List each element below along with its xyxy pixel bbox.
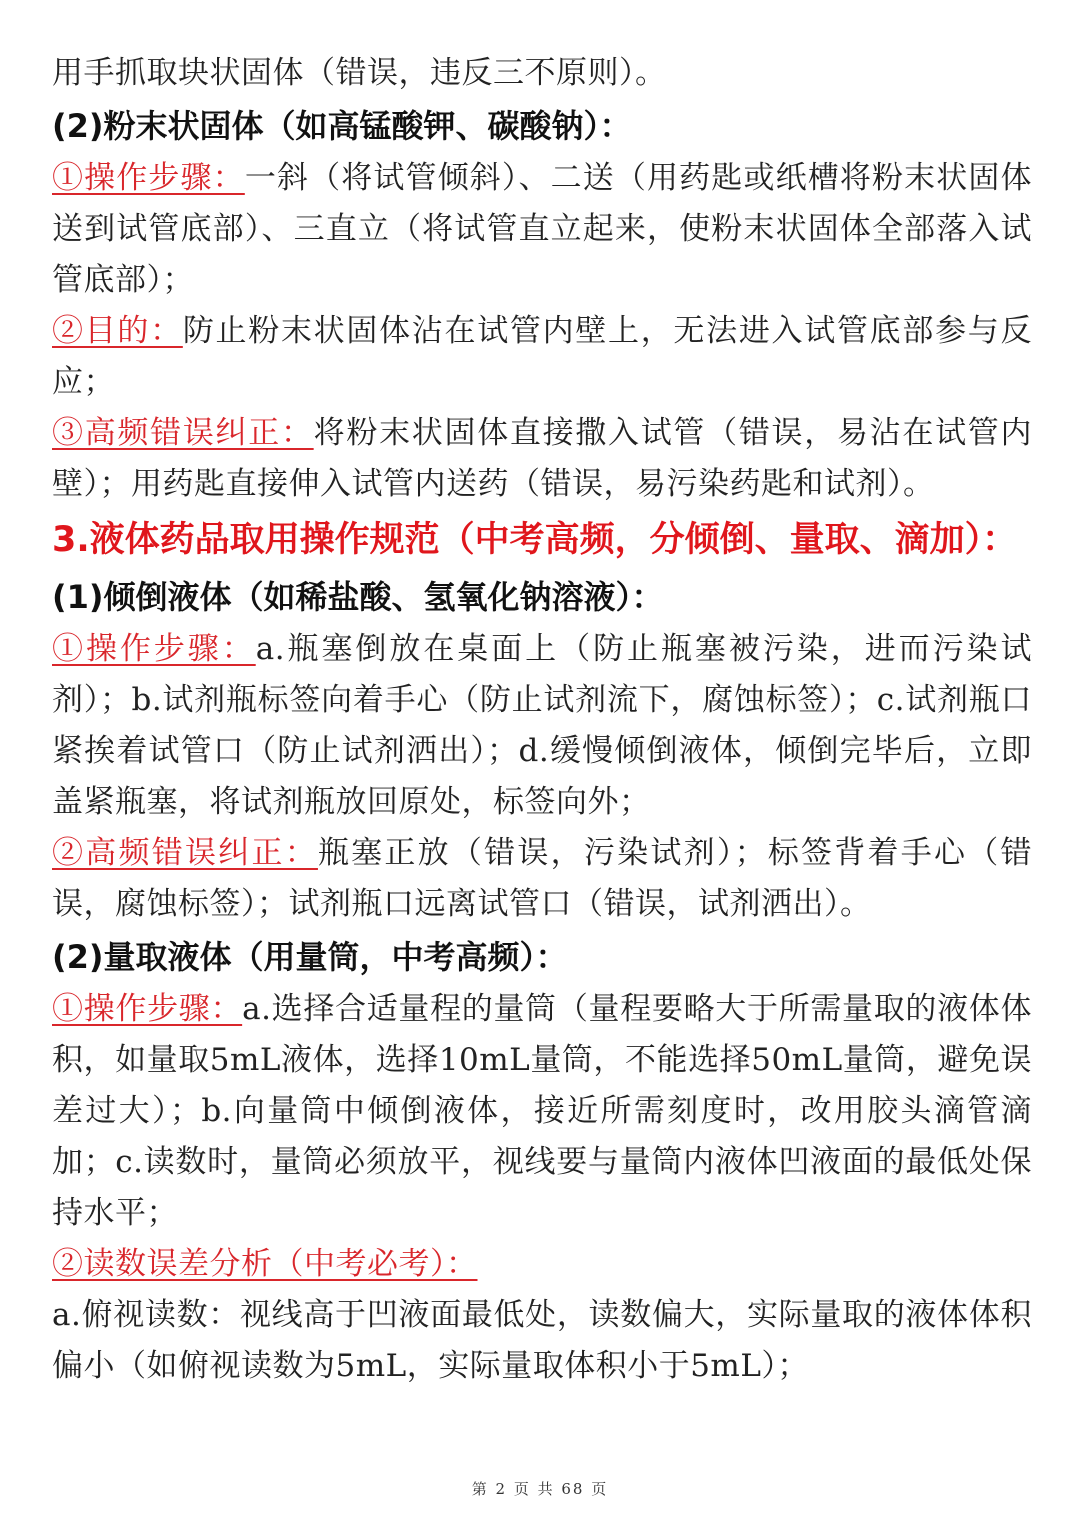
- page-number-footer: 第 2 页 共 68 页: [471, 1480, 609, 1498]
- intro-text: 用手抓取块状固体（错误，违反三不原则）。: [52, 55, 667, 91]
- powder-steps-text: 一斜（将试管倾斜）、二送（用药匙或纸槽将粉末状固体送到试管底部）、三直立（将试管直立起来，使粉末状固体全部落入试管底部）；: [52, 160, 1033, 298]
- pour-steps-label: ①操作步骤：: [52, 631, 256, 667]
- measure-steps-paragraph: [52, 984, 1032, 1239]
- powder-steps-paragraph: [52, 153, 1032, 306]
- measure-steps-text: a.选择合适量程的量筒（量程要略大于所需量取的液体体积，如量取5mL液体，选择10mL量筒，不能选择50mL量筒，避免误差过大）；b.向量筒中倾倒液体，接近所需刻度时，改用胶头滴管滴加；c.读数时，量筒必须放平，视线要与量筒内液体凹液面的最低处保持水平；: [52, 991, 1032, 1231]
- measure-liquid-heading: (2)量取液体（用量筒，中考高频）：: [52, 938, 568, 976]
- measure-analysis-paragraph: [52, 1239, 1032, 1290]
- pour-errors-paragraph: [52, 828, 1032, 930]
- powder-purpose-text: 防止粉末状固体沾在试管内壁上，无法进入试管底部参与反应；: [52, 313, 1032, 400]
- powder-purpose-label: ②目的：: [52, 313, 183, 349]
- powder-errors-paragraph: [52, 408, 1032, 510]
- pour-steps-paragraph: [52, 624, 1032, 828]
- measure-steps-label: ①操作步骤：: [52, 991, 243, 1027]
- powder-steps-label: ①操作步骤：: [52, 160, 245, 196]
- pour-steps-text: a.瓶塞倒放在桌面上（防止瓶塞被污染，进而污染试剂）；b.试剂瓶标签向着手心（防止试剂流下，腐蚀标签）；c.试剂瓶口紧挨着试管口（防止试剂洒出）；d.缓慢倾倒液体，倾倒完毕后，立即盖紧瓶塞，将试剂瓶放回原处，标签向外；: [52, 631, 1032, 820]
- pour-liquid-heading: (1)倾倒液体（如稀盐酸、氢氧化钠溶液）：: [52, 578, 664, 616]
- section3-heading: 3.液体药品取用操作规范（中考高频，分倾倒、量取、滴加）：: [52, 520, 1018, 560]
- powder-solid-heading: (2)粉末状固体（如高锰酸钾、碳酸钠）：: [52, 107, 632, 145]
- powder-errors-label: ③高频错误纠正：: [52, 415, 314, 451]
- pour-errors-label: ②高频错误纠正：: [52, 835, 318, 871]
- measure-analysis-a: a.俯视读数：视线高于凹液面最低处，读数偏大，实际量取的液体体积偏小（如俯视读数为5mL，实际量取体积小于5mL）；: [52, 1297, 1032, 1384]
- measure-analysis-label: ②读数误差分析（中考必考）：: [52, 1246, 478, 1282]
- document-page: [52, 48, 1032, 1392]
- pour-errors-text: 瓶塞正放（错误，污染试剂）；标签背着手心（错误，腐蚀标签）；试剂瓶口远离试管口（错误，试剂洒出）。: [52, 835, 1033, 922]
- powder-errors-text: 将粉末状固体直接撒入试管（错误，易沾在试管内壁）；用药匙直接伸入试管内送药（错误，易污染药匙和试剂）。: [52, 415, 1032, 502]
- powder-purpose-paragraph: [52, 306, 1032, 408]
